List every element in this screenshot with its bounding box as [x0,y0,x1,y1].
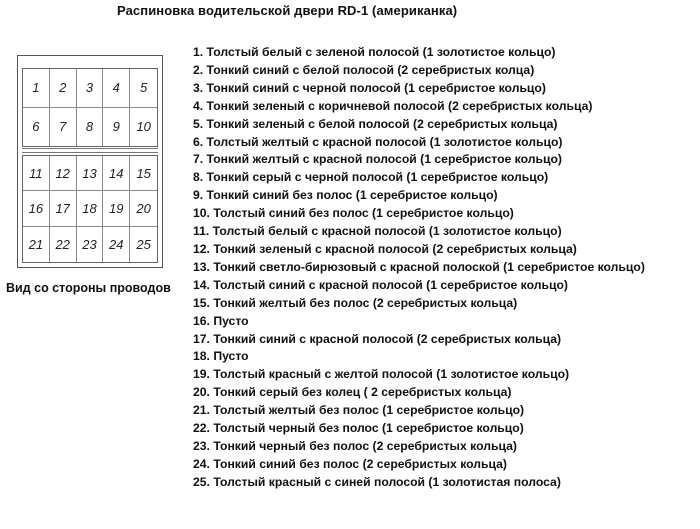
connector-pin: 14 [103,156,130,191]
connector-pin: 7 [50,108,77,147]
connector-pin: 11 [23,156,50,191]
connector-pin: 4 [103,69,130,108]
connector-pin: 25 [136,236,151,252]
pinout-item: 5. Тонкий зеленый с белой полосой (2 серебристых кольца) [193,116,558,131]
connector-pin: 20 [130,191,157,226]
pinout-item: 7. Тонкий желтый с красной полосой (1 серебристое кольцо) [193,152,562,167]
pinout-item: 18. Пусто [193,349,249,364]
connector-pin: 18 [77,191,104,226]
connector-pin: 22 [50,227,77,262]
pinout-item: 25. Толстый красный с синей полосой (1 золотистая полоса) [193,474,561,489]
connector-pin: 5 [130,69,157,108]
pinout-item: 6. Толстый желтый с красной полосой (1 золотистое кольцо) [193,134,563,149]
page-title: Распиновка водительской двери RD-1 (американка) [117,3,458,18]
connector-caption: Вид со стороны проводов [6,281,171,295]
pinout-item: 22. Толстый черный без полос (1 серебристое кольцо) [193,421,524,436]
pinout-item: 3. Тонкий синий с черной полосой (1 серебристое кольцо) [193,80,546,95]
pinout-item: 17. Тонкий синий с красной полосой (2 серебристых кольца) [193,331,562,346]
pinout-item: 2. Тонкий синий с белой полосой (2 серебристых колца) [193,62,535,77]
pinout-item: 4. Тонкий зеленый с коричневой полосой (2 серебристых кольца) [193,98,593,113]
pinout-item: 13. Тонкий светло-бирюзовый с красной полоской (1 серебристое кольцо) [193,259,645,274]
pinout-item: 11. Толстый белый с красной полосой (1 золотистое кольцо) [193,224,562,239]
pinout-item: 8. Тонкий серый с черной полосой (1 серебристое кольцо) [193,170,549,185]
pinout-item: 24. Тонкий синий без полос (2 серебристых кольца) [193,456,507,471]
connector-pin: 23 [77,227,104,262]
connector-pin: 21 [23,227,50,262]
pinout-item: 1. Толстый белый с зеленой полосой (1 золотистое кольцо) [193,45,556,59]
pinout-item: 23. Тонкий черный без полос (2 серебристых кольца) [193,438,517,453]
connector-pin: 3 [77,69,104,108]
connector-pin: 13 [77,156,104,191]
connector-pin: 1 [23,69,50,108]
pinout-item: 19. Толстый красный с желтой полосой (1 золотистое кольцо) [193,367,570,382]
connector-pin: 12 [50,156,77,191]
connector-pin: 24 [103,227,130,262]
connector-pin: 9 [103,108,130,147]
connector-pin: 17 [50,191,77,226]
pinout-item: 16. Пусто [193,313,249,328]
connector-divider [22,148,158,153]
connector-top-block [22,68,158,147]
connector-pin: 2 [50,69,77,108]
connector-pin: 19 [103,191,130,226]
pinout-item: 15. Тонкий желтый без полос (2 серебристых кольца) [193,295,518,310]
pinout-item: 10. Толстый синий без полос (1 серебристое кольцо) [193,206,514,221]
pinout-item: 21. Толстый желтый без полос (1 серебристое кольцо) [193,403,525,418]
connector-diagram [17,55,163,268]
pinout-item: 9. Тонкий синий без полос (1 серебристое кольцо) [193,188,498,203]
connector-pin: 10 [136,119,151,135]
pinout-item: 12. Тонкий зеленый с красной полосой (2 серебристых кольца) [193,241,577,256]
connector-pin: 8 [77,108,104,147]
pinout-item: 20. Тонкий серый без колец ( 2 серебристых кольца) [193,385,512,400]
pinout-list [193,44,645,492]
connector-pin: 6 [23,108,50,147]
connector-pin: 15 [130,156,157,191]
connector-pin: 16 [23,191,50,226]
pinout-item: 14. Толстый синий с красной полосой (1 серебристое кольцо) [193,277,568,292]
connector-bottom-block [22,155,158,263]
